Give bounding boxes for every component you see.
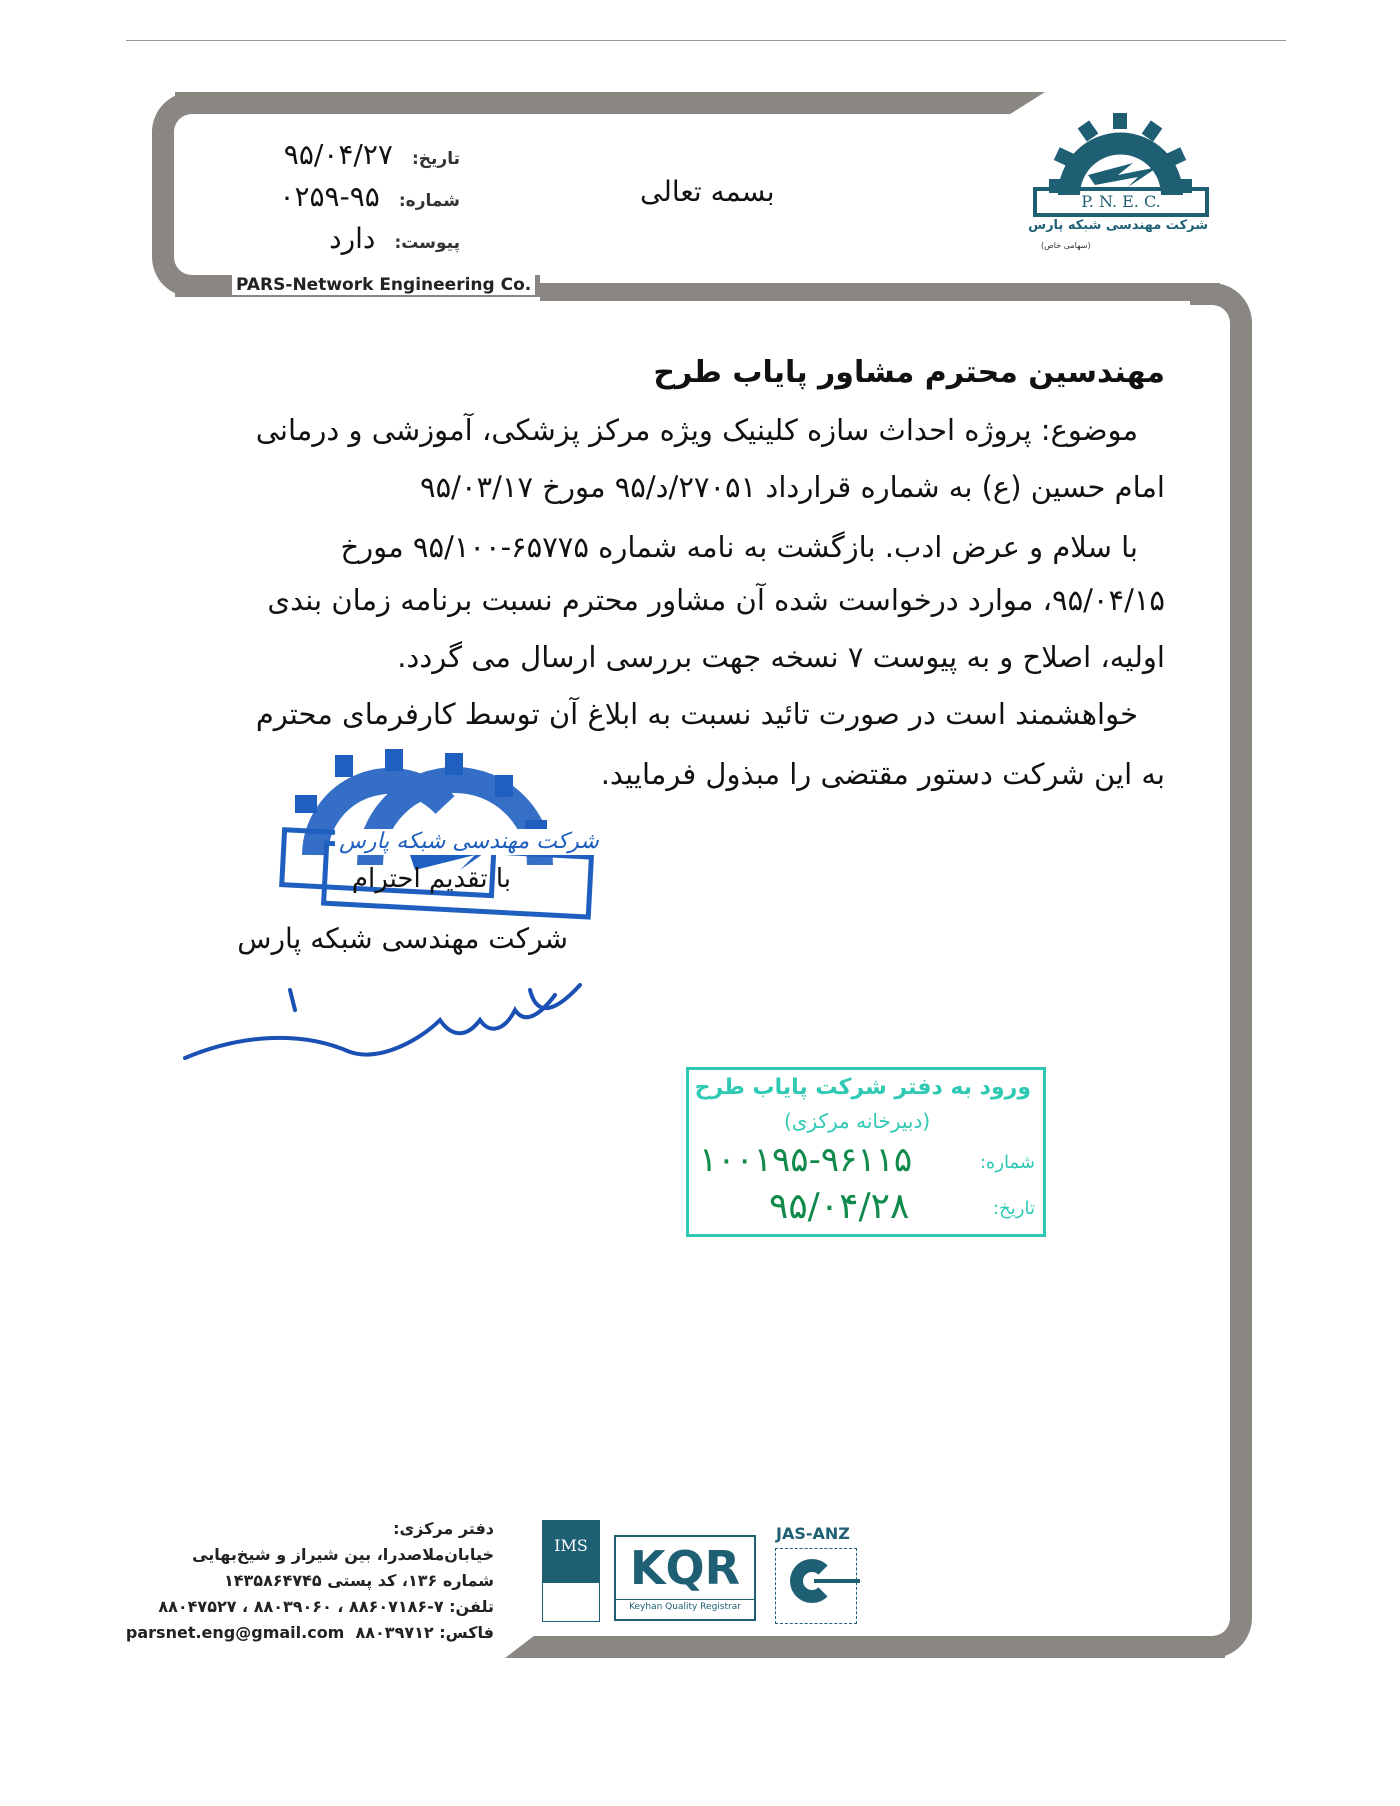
company-seal-stamp (275, 735, 600, 925)
email: parsnet.eng@gmail.com (125, 1623, 345, 1642)
letter-line: ۹۵/۰۴/۱۵، موارد درخواست شده آن مشاور محترم نسبت برنامه زمان بندی (267, 583, 1165, 617)
address-line: خیابان‌ملاصدرا، بین شیراز و شیخ‌بهایی (192, 1545, 494, 1564)
fax: فاکس: ۸۸۰۳۹۷۱۲ (355, 1623, 494, 1642)
kqr-cert-logo (614, 1535, 756, 1621)
letter-line: خواهشمند است در صورت تائید نسبت به ابلاغ آن توسط کارفرمای محترم (255, 697, 1138, 731)
bismillah-heading: بسمه تعالی (640, 175, 775, 208)
closing: با تقدیم احترام (351, 864, 511, 894)
number-field (279, 180, 460, 214)
received-date-label: تاریخ: (993, 1198, 1035, 1219)
phone-line: تلفن: ۷-۸۸۶۰۷۱۸۶ ، ۸۸۰۳۹۰۶۰ ، ۸۸۰۴۷۵۲۷ (158, 1597, 494, 1616)
received-number-label: شماره: (979, 1152, 1035, 1173)
recipient: مهندسین محترم مشاور پایاب طرح (653, 355, 1165, 390)
address-line: شماره ۱۳۶، کد پستی ۱۴۳۵۸۶۴۷۴۵ (224, 1571, 494, 1590)
kqr-subtitle: Keyhan Quality Registrar (616, 1599, 754, 1614)
number-label: شماره: (398, 191, 460, 211)
date-field (284, 138, 460, 172)
received-stamp (686, 1067, 1046, 1237)
ims-label: IMS (543, 1521, 599, 1583)
company-name-en: PARS-Network Engineering Co. (232, 275, 535, 295)
received-number-value: ۱۰۰۱۹۵-۹۶۱۱۵ (699, 1140, 913, 1180)
received-date-value: ۹۵/۰۴/۲۸ (769, 1186, 910, 1227)
letter-line: اولیه، اصلاح و به پیوست ۷ نسخه جهت بررسی ارسال می گردد. (397, 640, 1165, 674)
jas-anz-logo (775, 1548, 857, 1624)
received-stamp-title: ورود به دفتر شرکت پایاب طرح (694, 1075, 1031, 1100)
date-label: تاریخ: (412, 149, 460, 169)
logo-subtitle: (سهامی خاص) (1041, 241, 1091, 250)
logo-name-fa: شرکت مهندسی شبکه پارس (1028, 218, 1208, 233)
attachment-value: دارد (329, 222, 376, 255)
seal-text: شرکت مهندسی شبکه پارس (335, 829, 603, 855)
footer-address (126, 1516, 494, 1646)
date-value: ۹۵/۰۴/۲۷ (283, 138, 393, 171)
attachment-label: پیوست: (394, 233, 460, 253)
company-logo (1028, 105, 1208, 255)
ims-cert-logo (542, 1520, 600, 1622)
fax-line (126, 1620, 494, 1646)
handwritten-signature (180, 980, 590, 1070)
letter-line: با سلام و عرض ادب. بازگشت به نامه شماره ۶۵۷۷۵-۹۵/۱۰۰ مورخ (340, 530, 1138, 564)
letter-line: به این شرکت دستور مقتضی را مبذول فرمایید. (600, 757, 1165, 791)
jas-anz-label: JAS-ANZ (776, 1524, 850, 1543)
signatory: شرکت مهندسی شبکه پارس (237, 922, 568, 955)
logo-abbr: P. N. E. C. (1033, 187, 1209, 217)
attachment-field (329, 222, 460, 256)
letter-line: امام حسین (ع) به شماره قرارداد ۲۷۰۵۱/د/۹۵ مورخ ۹۵/۰۳/۱۷ (420, 470, 1165, 504)
number-value: ۹۵-۰۲۵۹ (279, 180, 380, 213)
office-label: دفتر مرکزی: (393, 1519, 494, 1538)
received-stamp-subtitle: (دبیرخانه مرکزی) (784, 1109, 931, 1133)
letter-line: موضوع: پروژه احداث سازه کلینیک ویژه مرکز پزشکی، آموزشی و درمانی (255, 413, 1138, 447)
top-edge-line (126, 40, 1286, 41)
kqr-label: KQR (629, 1541, 741, 1595)
